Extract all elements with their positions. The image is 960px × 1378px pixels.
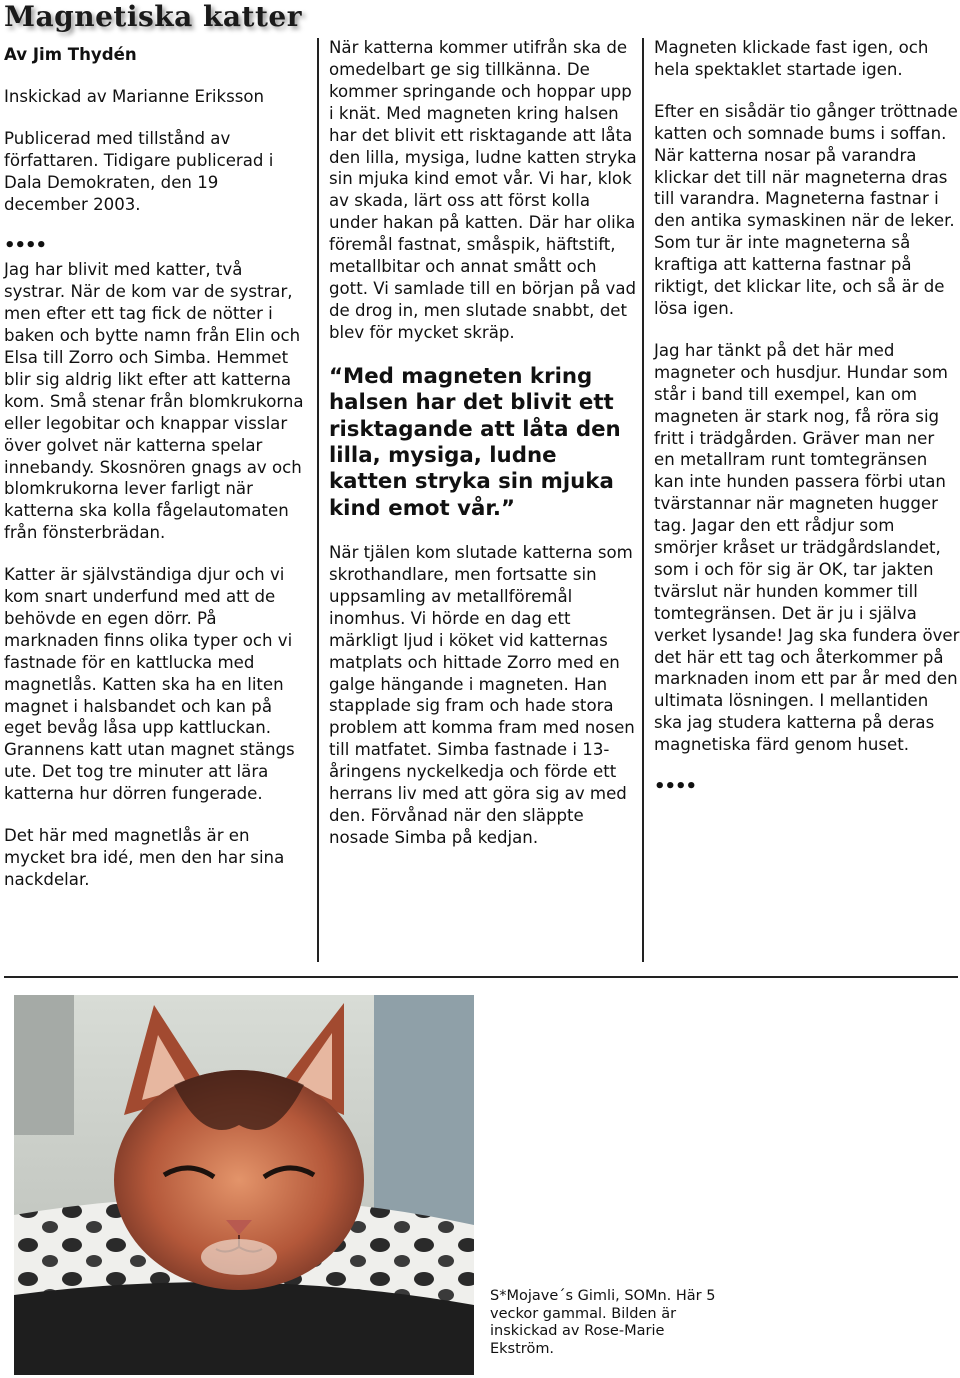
paragraph: Jag har tänkt på det här med magneter och husdjur. Hundar som står i band till exempel, kan om magneten är stark nog, få röra sig fritt i trädgården. Gräver man ner en metallram runt tomtegränsen kan inte hunden passera förbi utan tvärstannar när magneten hugger tag. Jagar den ett rådjur som smörjer kråset ur trädgårdslandet, som i och för sig är OK, tar jakten tvärslut när hunden kommer till tomtegränsen. Det är ju i själva verket lysande! Jag ska fundera över det här ett tag och återkommer på marknaden inom ett par år med den ultimata lösningen. I mellantiden ska jag studera katterna på deras magnetiska färd genom huset. bbox=[654, 340, 960, 755]
paragraph: Jag har blivit med katter, två systrar. När de kom var de systrar, men efter ett tag fick de nötter i baken och bytte namn från Elin och Elsa till Zorro och Simba. Hemmet blir sig aldrig likt efter att katterna kom. Små stenar från blomkrukorna eller legobitar och knappar visslar över golvet när katterna spelar innebandy. Skosnören gnags av och blomkrukorna lever farligt när katterna ska kolla fågelautomaten från fönsterbrädan. bbox=[4, 260, 304, 543]
section-dots: •••• bbox=[4, 235, 47, 257]
section-dots: •••• bbox=[654, 776, 697, 798]
paragraph: Det här med magnetlås är en mycket bra idé, men den har sina nackdelar. bbox=[4, 826, 285, 889]
column-1 bbox=[4, 44, 304, 911]
paragraph: När tjälen kom slutade katterna som skrothandlare, men fortsatte sin uppsamling av metallföremål inomhus. Vi hörde en dag ett märkligt ljud i köket vid katternas matplats och hittade Zorro med en galge hängande i magneten. Han stapplade sig fram och hade stora problem att komma fram med nosen till matfatet. Simba fastnade i 13-åringens nyckelkedja och förde ett herrans liv med att göra sig av med den. Förvånad när den släppte nosade Simba på kedjan. bbox=[329, 543, 635, 847]
column-divider bbox=[642, 38, 644, 962]
pull-quote: “Med magneten kring halsen har det blivit ett risktagande att låta den lilla, mysiga, ludne katten stryka sin mjuka kind emot vår.” bbox=[329, 363, 621, 521]
paragraph: Magneten klickade fast igen, och hela spektaklet startade igen. bbox=[654, 38, 929, 79]
column-2 bbox=[329, 37, 639, 869]
column-3 bbox=[654, 37, 960, 800]
publication-note: Publicerad med tillstånd av författaren. Tidigare publicerad i Dala Demokraten, den 19 december 2003. bbox=[4, 128, 274, 214]
section-divider bbox=[4, 976, 958, 978]
paragraph: Efter en sisådär tio gånger tröttnade katten och somnade bums i soffan. När katterna nosar på varandra klickar det till när magneterna dras till varandra. Magneterna fastnar i den antika symaskinen när de leker. Som tur är inte magneterna så kraftiga att katterna fastnar på riktigt, det klickar lite, och så är de lösa igen. bbox=[654, 101, 958, 318]
paragraph: Katter är självständiga djur och vi kom snart underfund med att de behövde en egen dörr. På marknaden finns olika typer och vi fastnade för en kattlucka med magnetlås. Katten ska ha en liten magnet i halsbandet och kan på eget bevåg låsa upp kattluckan. Grannens katt utan magnet stängs ute. Det tog tre minuter att lära katterna hur dörren fungerade. bbox=[4, 565, 295, 804]
column-divider bbox=[317, 38, 319, 962]
kitten-photo bbox=[14, 995, 474, 1375]
article-title: Magnetiska katter bbox=[4, 0, 302, 33]
photo-caption: S*Mojave´s Gimli, SOMn. Här 5 veckor gammal. Bilden är inskickad av Rose-Marie Ekström. bbox=[490, 1288, 716, 1357]
submitted-by: Inskickad av Marianne Eriksson bbox=[4, 86, 265, 106]
paragraph: När katterna kommer utifrån ska de omedelbart ge sig tillkänna. De kommer springande och hoppar upp i knät. Med magneten kring halsen har det blivit ett risktagande att låta den lilla, mysiga, ludne katten stryka sin mjuka kind emot vår. Vi har, klok av skada, lärt oss att först kolla under hakan på katten. Där har olika föremål fastnat, småspik, häftstift, metallbitar och annat smått och gott. Vi samlade till en början på vad de drog in, men slutade snabbt, det blev för mycket skräp. bbox=[329, 38, 637, 342]
byline: Av Jim Thydén bbox=[4, 45, 137, 64]
